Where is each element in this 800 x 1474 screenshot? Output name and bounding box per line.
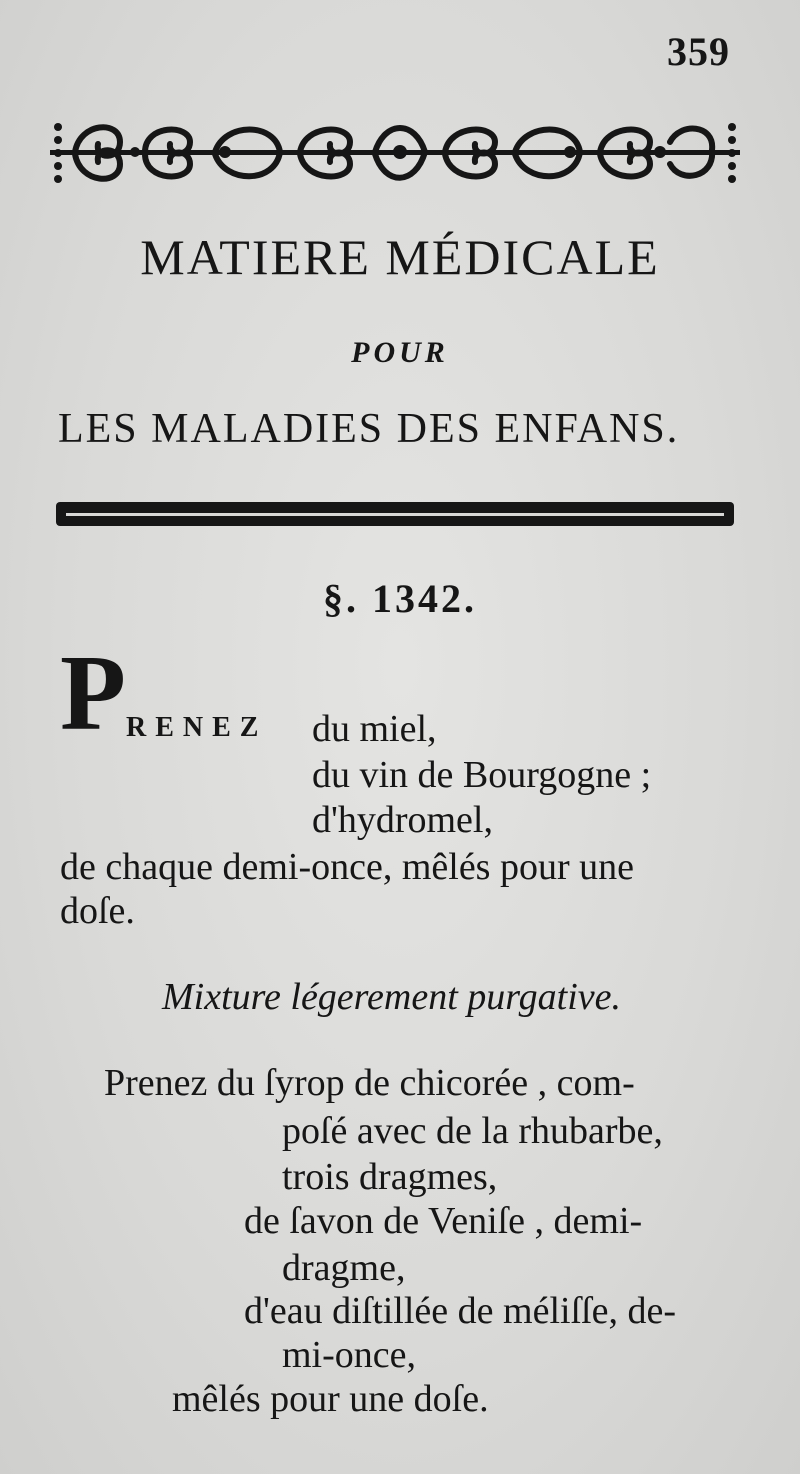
recipe2-line: trois dragmes, xyxy=(282,1156,498,1198)
prenez-small-caps: RENEZ xyxy=(126,712,268,743)
recipe2-line: mêlés pour une doſe. xyxy=(172,1378,489,1420)
drop-cap-letter: P xyxy=(60,634,126,753)
recipe2-heading: Mixture légerement purgative. xyxy=(162,976,622,1018)
recipe1-line: du miel, xyxy=(312,708,437,750)
recipe1-line: d'hydromel, xyxy=(312,799,493,841)
recipe1-line: de chaque demi-once, mêlés pour une xyxy=(60,846,634,888)
recipe2-line: de ſavon de Veniſe , demi- xyxy=(244,1200,643,1242)
recipe2-line: mi-once, xyxy=(282,1334,417,1376)
recipe1-line: du vin de Bourgogne ; xyxy=(312,754,652,796)
title-subtitle: LES MALADIES DES ENFANS. xyxy=(58,406,680,452)
recipe2-line: Prenez du ſyrop de chicorée , com- xyxy=(104,1062,635,1104)
recipe2-line: d'eau diſtillée de méliſſe, de- xyxy=(244,1290,677,1332)
ornament-header-icon xyxy=(50,112,740,194)
recipe1-line: doſe. xyxy=(60,890,135,932)
title-main: MATIERE MÉDICALE xyxy=(140,229,660,285)
section-number: §. 1342. xyxy=(323,576,477,621)
recipe2-line: dragme, xyxy=(282,1247,406,1289)
page-number: 359 xyxy=(667,29,730,74)
title-pour: POUR xyxy=(351,336,449,369)
double-rule-divider xyxy=(56,502,734,526)
recipe2-line: poſé avec de la rhubarbe, xyxy=(282,1110,663,1152)
